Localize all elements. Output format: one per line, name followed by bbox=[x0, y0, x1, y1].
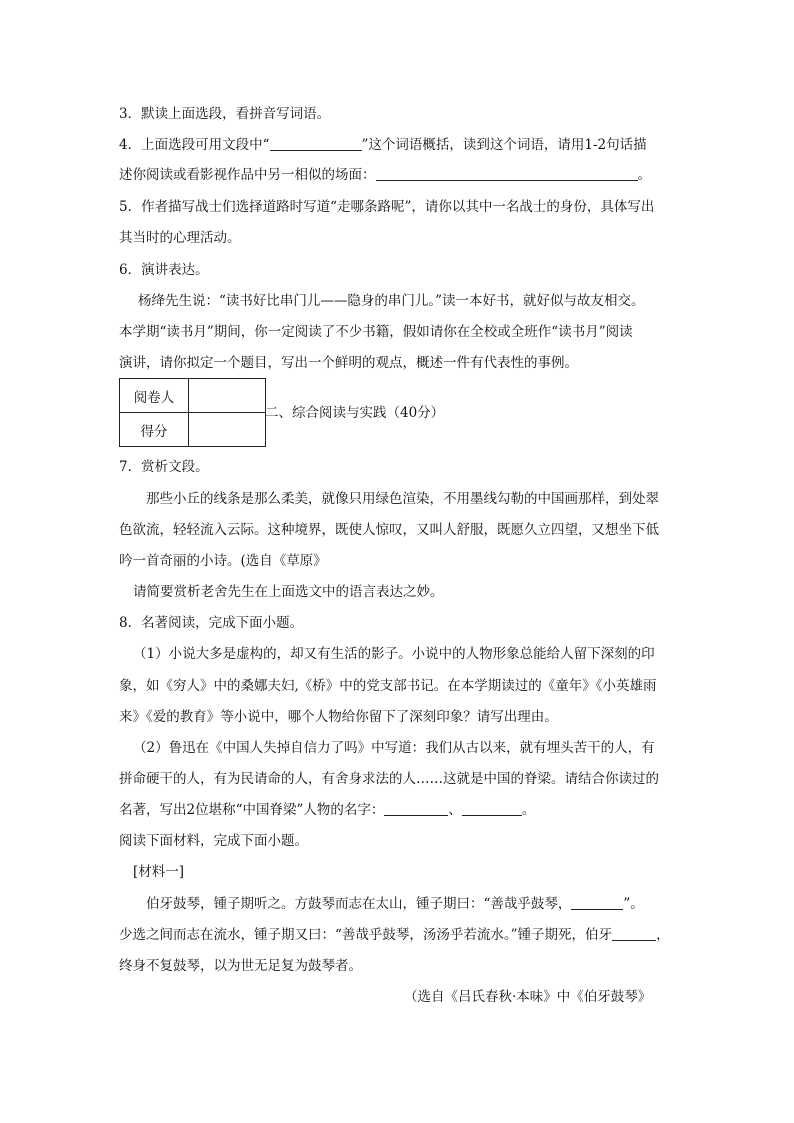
reviewer-field[interactable] bbox=[189, 379, 266, 413]
score-field[interactable] bbox=[189, 413, 266, 447]
q8-blank-name-2[interactable] bbox=[462, 801, 522, 816]
q4-blank-word[interactable] bbox=[270, 136, 362, 151]
q8-p1-line-1: （1）小说大多是虚构的，却又有生活的影子。小说中的人物形象总能给人留下深刻的印 bbox=[133, 646, 655, 662]
q6-line-1: 杨绛先生说：“读书好比串门儿——隐身的串门儿。”读一本好书，就好似与故友相交。 bbox=[138, 293, 645, 309]
q8-p2-line-2: 拼命硬干的人，有为民请命的人，有舍身求法的人……这就是中国的脊梁。请结合你读过的 bbox=[119, 771, 659, 787]
reviewer-label: 阅卷人 bbox=[120, 379, 189, 413]
section-2-heading: 二、综合阅读与实践（40分） bbox=[265, 405, 445, 421]
material-blank-2[interactable] bbox=[612, 926, 656, 941]
material-text-2b: ， bbox=[656, 927, 670, 943]
q8-blank-name-1[interactable] bbox=[384, 801, 448, 816]
q4-text-c: 述你阅读或看影视作品中另一相似的场面： bbox=[119, 167, 376, 183]
q4-line-1 bbox=[119, 136, 647, 154]
q8-p2-line-1: （2）鲁迅在《中国人失掉自信力了吗》中写道：我们从古以来，就有埋头苦干的人，有 bbox=[133, 740, 655, 756]
q6-title: 6．演讲表达。 bbox=[119, 262, 209, 278]
q6-line-2: 本学期“读书月”期间，你一定阅读了不少书籍，假如请你在全校或全班作“读书月”阅读 bbox=[119, 324, 633, 340]
material-1-label: [材料一] bbox=[133, 864, 185, 880]
q4-text-d: 。 bbox=[637, 167, 651, 183]
q8-p2-text-c: 。 bbox=[521, 802, 536, 818]
material-text-1b: ”。 bbox=[623, 896, 644, 912]
material-text-1a: 伯牙鼓琴，锺子期听之。方鼓琴而志在太山，锺子期曰：“善哉乎鼓琴， bbox=[146, 896, 572, 912]
q8-p2-text-b: 、 bbox=[448, 802, 462, 818]
material-text-2a: 少选之间而志在流水，锺子期又曰：“善哉乎鼓琴，汤汤乎若流水。”锺子期死，伯牙 bbox=[119, 927, 613, 943]
q8-title: 8．名著阅读，完成下面小题。 bbox=[119, 615, 304, 631]
q5-line-2: 其当时的心理活动。 bbox=[119, 230, 241, 246]
q7-line-2: 色欲流，轻轻流入云际。这种境界，既使人惊叹，又叫人舒服，既愿久立四望，又想坐下低 bbox=[119, 522, 659, 538]
material-line-3: 终身不复鼓琴，以为世无足复为鼓琴者。 bbox=[119, 958, 362, 974]
q4-line-2 bbox=[119, 166, 651, 184]
q5-line-1: 5．作者描写战士们选择道路时写道“走哪条路呢”，请你以其中一名战士的身份，具体写出 bbox=[119, 199, 655, 215]
q7-prompt: 请简要赏析老舍先生在上面选文中的语言表达之妙。 bbox=[133, 584, 444, 600]
material-blank-1[interactable] bbox=[571, 895, 623, 910]
q4-text-b: ”这个词语概括，读到这个词语，请用1-2句话描 bbox=[361, 137, 647, 153]
q8-p1-line-2: 象，如《穷人》中的桑娜夫妇,《桥》中的党支部书记。在本学期读过的《童年》《小英雄雨 bbox=[119, 678, 657, 694]
material-line-2 bbox=[119, 926, 670, 944]
q7-title: 7．赏析文段。 bbox=[119, 459, 209, 475]
reading-intro: 阅读下面材料，完成下面小题。 bbox=[119, 833, 308, 849]
q8-p2-text-a: 名著，写出2位堪称“中国脊梁”人物的名字： bbox=[119, 802, 385, 818]
q7-line-1: 那些小丘的线条是那么柔美，就像只用绿色渲染，不用墨线勾勒的中国画那样，到处翠 bbox=[146, 491, 659, 507]
score-label: 得分 bbox=[120, 413, 189, 447]
material-line-1 bbox=[146, 895, 644, 913]
q8-p1-line-3: 来》《爱的教育》等小说中，哪个人物给你留下了深刻印象？请写出理由。 bbox=[119, 709, 558, 725]
q6-line-3: 演讲，请你拟定一个题目，写出一个鲜明的观点，概述一件有代表性的事例。 bbox=[119, 355, 578, 371]
q3-line: 3．默读上面选段，看拼音写词语。 bbox=[119, 106, 331, 122]
q4-text-a: 4．上面选段可用文段中“ bbox=[119, 137, 270, 153]
material-source: （选自《吕氏春秋·本味》中《伯牙鼓琴》 bbox=[404, 989, 652, 1005]
q8-p2-line-3 bbox=[119, 801, 535, 819]
q7-line-3: 吟一首奇丽的小诗。(选自《草原》 bbox=[119, 553, 327, 569]
q4-blank-scene[interactable] bbox=[376, 166, 638, 181]
score-table bbox=[119, 378, 266, 447]
